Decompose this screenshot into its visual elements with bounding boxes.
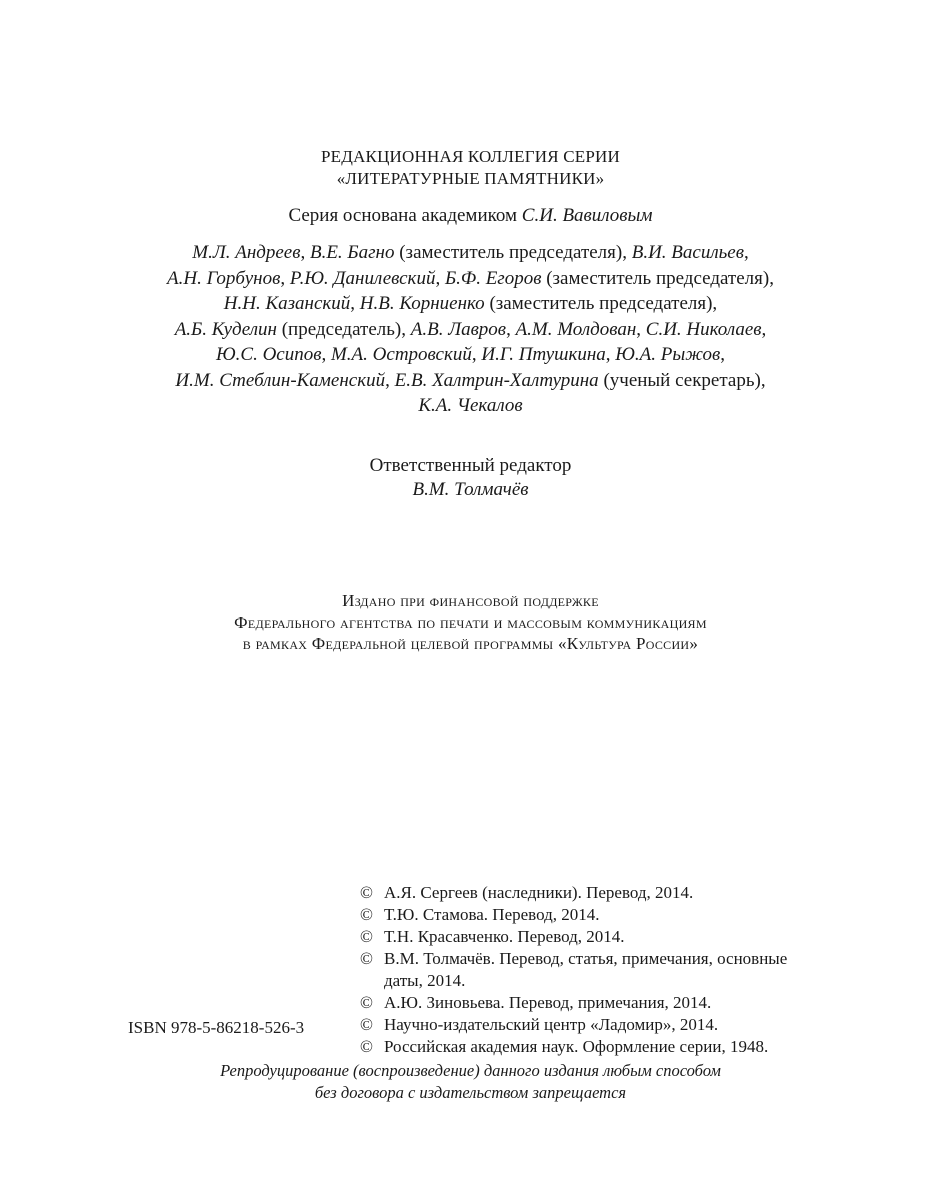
member-name: И.М. Стеблин-Каменский bbox=[175, 369, 386, 391]
reproduction-notice bbox=[0, 1060, 941, 1104]
copyright-symbol: © bbox=[360, 993, 373, 1012]
member-name: Н.В. Корниенко bbox=[359, 293, 485, 314]
copyright-entry bbox=[360, 1014, 830, 1036]
member-name: М.А. Островский bbox=[330, 344, 472, 365]
member-name: С.И. Николаев bbox=[645, 318, 762, 340]
member-name: А.Б. Куделин bbox=[174, 318, 277, 340]
member-name: В.Е. Багно bbox=[309, 242, 395, 263]
member-name: А.В. Лавров bbox=[410, 318, 507, 340]
reproduction-notice-line: Репродуцирование (воспроизведение) данного издания любым способом bbox=[220, 1061, 721, 1080]
member-line bbox=[0, 393, 941, 419]
founder-prefix: Серия основана академиком bbox=[288, 205, 522, 226]
member-role: , bbox=[720, 344, 725, 365]
member-role: , bbox=[321, 344, 331, 365]
member-role: , bbox=[761, 318, 767, 340]
copyright-entry bbox=[360, 904, 830, 926]
reproduction-notice-line: без договора с издательством запрещается bbox=[314, 1083, 627, 1102]
copyright-symbol: © bbox=[360, 927, 373, 946]
funding-notice-line: в рамках Федеральной целевой программы «Культура России» bbox=[242, 634, 699, 653]
member-name: Ю.С. Осипов bbox=[216, 344, 322, 365]
member-role: (ученый секретарь), bbox=[598, 369, 766, 391]
member-name: К.А. Чекалов bbox=[418, 395, 523, 416]
member-name: А.М. Молдован bbox=[515, 318, 637, 340]
series-name: «ЛИТЕРАТУРНЫЕ ПАМЯТНИКИ» bbox=[336, 169, 605, 188]
member-role: , bbox=[636, 318, 646, 340]
member-name: В.И. Васильев bbox=[631, 242, 744, 263]
funding-notice bbox=[0, 590, 941, 655]
copyright-symbol: © bbox=[360, 883, 373, 902]
member-line bbox=[0, 368, 941, 394]
copyright-symbol: © bbox=[360, 949, 373, 968]
member-line bbox=[0, 317, 941, 343]
funding-notice-line: Федерального агентства по печати и массовым коммуникациям bbox=[234, 612, 707, 632]
isbn: ISBN 978-5-86218-526-3 bbox=[128, 1018, 305, 1037]
member-role: , bbox=[350, 293, 360, 314]
member-role: , bbox=[471, 344, 482, 365]
copyright-text: Научно-издательский центр «Ладомир», 2014. bbox=[384, 1015, 719, 1034]
responsible-editor-name: В.М. Толмачёв bbox=[412, 479, 529, 500]
copyright-list bbox=[360, 882, 830, 1058]
copyright-text: Российская академия наук. Оформление серии, 1948. bbox=[384, 1037, 769, 1056]
editorial-board-members bbox=[0, 240, 941, 419]
member-name: Е.В. Халтрин-Халтурина bbox=[394, 369, 599, 391]
editorial-board-title: РЕДАКЦИОННАЯ КОЛЛЕГИЯ СЕРИИ bbox=[321, 147, 620, 166]
member-name: Б.Ф. Егоров bbox=[444, 267, 542, 289]
member-line bbox=[0, 240, 941, 266]
member-name: Р.Ю. Данилевский bbox=[289, 267, 436, 289]
member-role: (заместитель председателя), bbox=[484, 293, 718, 314]
member-role: , bbox=[743, 242, 749, 263]
member-role: , bbox=[506, 318, 516, 340]
copyright-symbol: © bbox=[360, 1015, 373, 1034]
copyright-text: В.М. Толмачёв. Перевод, статья, примечания, основные даты, 2014. bbox=[384, 949, 788, 990]
member-role: , bbox=[385, 369, 395, 391]
copyright-entry bbox=[360, 882, 830, 904]
copyright-symbol: © bbox=[360, 1037, 373, 1056]
member-name: И.Г. Птушкина bbox=[481, 344, 606, 365]
member-role: (председатель), bbox=[276, 318, 411, 340]
member-role: (заместитель председателя), bbox=[394, 242, 632, 263]
copyright-entry bbox=[360, 926, 830, 948]
member-name: М.Л. Андреев bbox=[192, 242, 301, 263]
member-role: , bbox=[300, 242, 310, 263]
copyright-entry bbox=[360, 948, 830, 992]
member-name: Н.Н. Казанский bbox=[223, 293, 351, 314]
responsible-editor bbox=[0, 454, 941, 502]
copyright-text: А.Ю. Зиновьева. Перевод, примечания, 2014. bbox=[384, 993, 712, 1012]
member-role: , bbox=[435, 267, 445, 289]
member-name: А.Н. Горбунов bbox=[167, 267, 281, 289]
member-line bbox=[0, 342, 941, 368]
copyright-entry bbox=[360, 992, 830, 1014]
responsible-editor-title: Ответственный редактор bbox=[369, 455, 572, 476]
member-role: (заместитель председателя), bbox=[541, 267, 774, 289]
copyright-text: А.Я. Сергеев (наследники). Перевод, 2014. bbox=[384, 883, 694, 902]
member-line bbox=[0, 266, 941, 292]
copyright-text: Т.Н. Красавченко. Перевод, 2014. bbox=[384, 927, 625, 946]
copyright-text: Т.Ю. Стамова. Перевод, 2014. bbox=[384, 905, 600, 924]
member-name: Ю.А. Рыжов bbox=[615, 344, 721, 365]
member-role: , bbox=[280, 267, 290, 289]
member-line bbox=[0, 291, 941, 317]
funding-notice-line: Издано при финансовой поддержке bbox=[342, 591, 599, 610]
founder-name: С.И. Вавиловым bbox=[521, 205, 653, 226]
member-role: , bbox=[605, 344, 616, 365]
copyright-entry bbox=[360, 1036, 830, 1058]
editorial-board-header bbox=[0, 146, 941, 190]
copyright-symbol: © bbox=[360, 905, 373, 924]
series-founder-line bbox=[0, 204, 941, 228]
